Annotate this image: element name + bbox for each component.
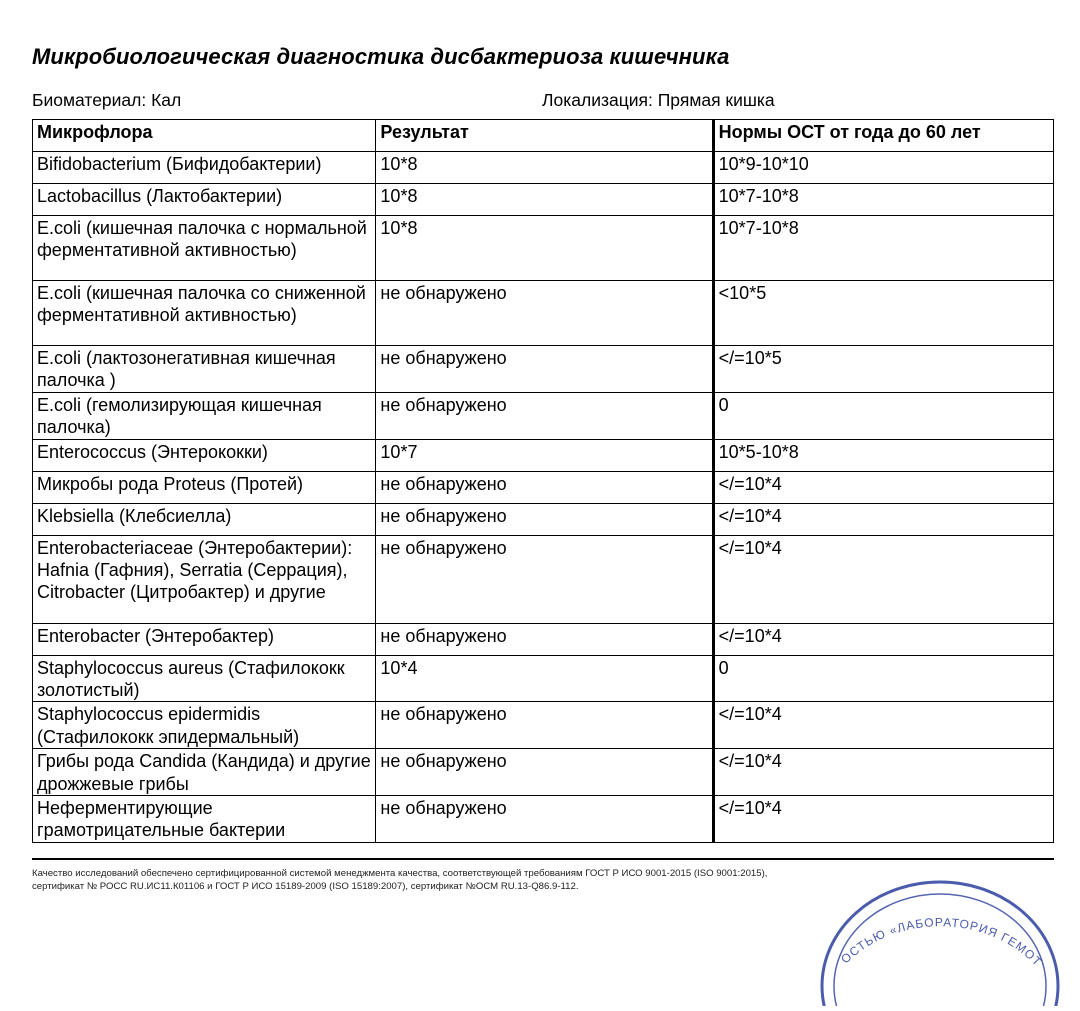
table-row (33, 216, 1054, 281)
table-row (33, 535, 1054, 623)
microflora-cell: Грибы рода Candida (Кандида) и другие дрожжевые грибы (33, 749, 376, 796)
biomaterial-label: Биоматериал: Кал (32, 90, 182, 110)
norm-cell: 0 (713, 655, 1053, 702)
microflora-cell: E.coli (лактозонегативная кишечная палочка ) (33, 346, 376, 393)
result-cell: не обнаружено (376, 503, 713, 535)
result-cell: 10*4 (376, 655, 713, 702)
result-cell: не обнаружено (376, 281, 713, 346)
result-cell: не обнаружено (376, 535, 713, 623)
header-microflora: Микрофлора (33, 120, 376, 152)
result-cell: 10*7 (376, 439, 713, 471)
norm-cell: 10*7-10*8 (713, 216, 1053, 281)
norm-cell: 10*7-10*8 (713, 184, 1053, 216)
quality-footnote: Качество исследований обеспечено сертифицированной системой менеджмента качества, соответствующей требованиям ГОСТ Р ИСО 9001-2015 (ISO 9001:2015), сертификат № РОСС RU.ИС11.К01106 и ГОСТ Р ИСО 15189-2009 (ISO 15189:2007), сертификат №ОСМ RU.13-Q86.9-112. (32, 868, 768, 892)
table-row (33, 796, 1054, 843)
result-cell: не обнаружено (376, 749, 713, 796)
norm-cell: 0 (713, 392, 1053, 439)
microflora-cell: Bifidobacterium (Бифидобактерии) (33, 152, 376, 184)
norm-cell: </=10*4 (713, 702, 1053, 749)
header-norm: Нормы ОСТ от года до 60 лет (713, 120, 1053, 152)
result-cell: 10*8 (376, 216, 713, 281)
norm-cell: </=10*4 (713, 471, 1053, 503)
microflora-cell: Staphylococcus aureus (Стафилококк золотистый) (33, 655, 376, 702)
document-title: Микробиологическая диагностика дисбактериоза кишечника (32, 44, 730, 69)
localization-label: Локализация: Прямая кишка (542, 90, 775, 110)
microflora-cell: Klebsiella (Клебсиелла) (33, 503, 376, 535)
lab-stamp (800, 866, 1060, 970)
result-cell: не обнаружено (376, 623, 713, 655)
norm-cell: </=10*5 (713, 346, 1053, 393)
result-cell: не обнаружено (376, 471, 713, 503)
microflora-cell: Enterobacter (Энтеробактер) (33, 623, 376, 655)
microflora-cell: Микробы рода Proteus (Протей) (33, 471, 376, 503)
table-row (33, 152, 1054, 184)
microflora-cell: Неферментирующие грамотрицательные бактерии (33, 796, 376, 843)
norm-cell: 10*9-10*10 (713, 152, 1053, 184)
norm-cell: 10*5-10*8 (713, 439, 1053, 471)
microflora-cell: Enterococcus (Энтерококки) (33, 439, 376, 471)
result-cell: 10*8 (376, 184, 713, 216)
norm-cell: </=10*4 (713, 623, 1053, 655)
result-cell: не обнаружено (376, 392, 713, 439)
header-result: Результат (376, 120, 713, 152)
table-row (33, 623, 1054, 655)
table-row (33, 471, 1054, 503)
result-cell: не обнаружено (376, 796, 713, 843)
table-row (33, 503, 1054, 535)
microflora-cell: Lactobacillus (Лактобактерии) (33, 184, 376, 216)
table-row (33, 439, 1054, 471)
table-row (33, 346, 1054, 393)
table-header-row (33, 120, 1054, 152)
table-row (33, 702, 1054, 749)
norm-cell: </=10*4 (713, 749, 1053, 796)
table-row (33, 281, 1054, 346)
table-row (33, 392, 1054, 439)
microflora-cell: Staphylococcus epidermidis (Стафилококк эпидермальный) (33, 702, 376, 749)
microflora-cell: E.coli (гемолизирующая кишечная палочка) (33, 392, 376, 439)
norm-cell: </=10*4 (713, 796, 1053, 843)
stamp-text: ОСТЬЮ «ЛАБОРАТОРИЯ ГЕМОТ (838, 915, 1045, 970)
table-row (33, 655, 1054, 702)
norm-cell: </=10*4 (713, 535, 1053, 623)
norm-cell: </=10*4 (713, 503, 1053, 535)
norm-cell: <10*5 (713, 281, 1053, 346)
microflora-cell: E.coli (кишечная палочка со сниженной ферментативной активностью) (33, 281, 376, 346)
table-row (33, 184, 1054, 216)
stamp-seal-icon (800, 866, 1060, 1006)
result-cell: 10*8 (376, 152, 713, 184)
microflora-cell: E.coli (кишечная палочка с нормальной ферментативной активностью) (33, 216, 376, 281)
microflora-cell: Enterobacteriaceae (Энтеробактерии): Hafnia (Гафния), Serratia (Серрация), Citrobacter (Цитробактер) и другие (33, 535, 376, 623)
results-table (32, 119, 1054, 843)
result-cell: не обнаружено (376, 702, 713, 749)
footer-divider (32, 858, 1054, 860)
table-row (33, 749, 1054, 796)
result-cell: не обнаружено (376, 346, 713, 393)
